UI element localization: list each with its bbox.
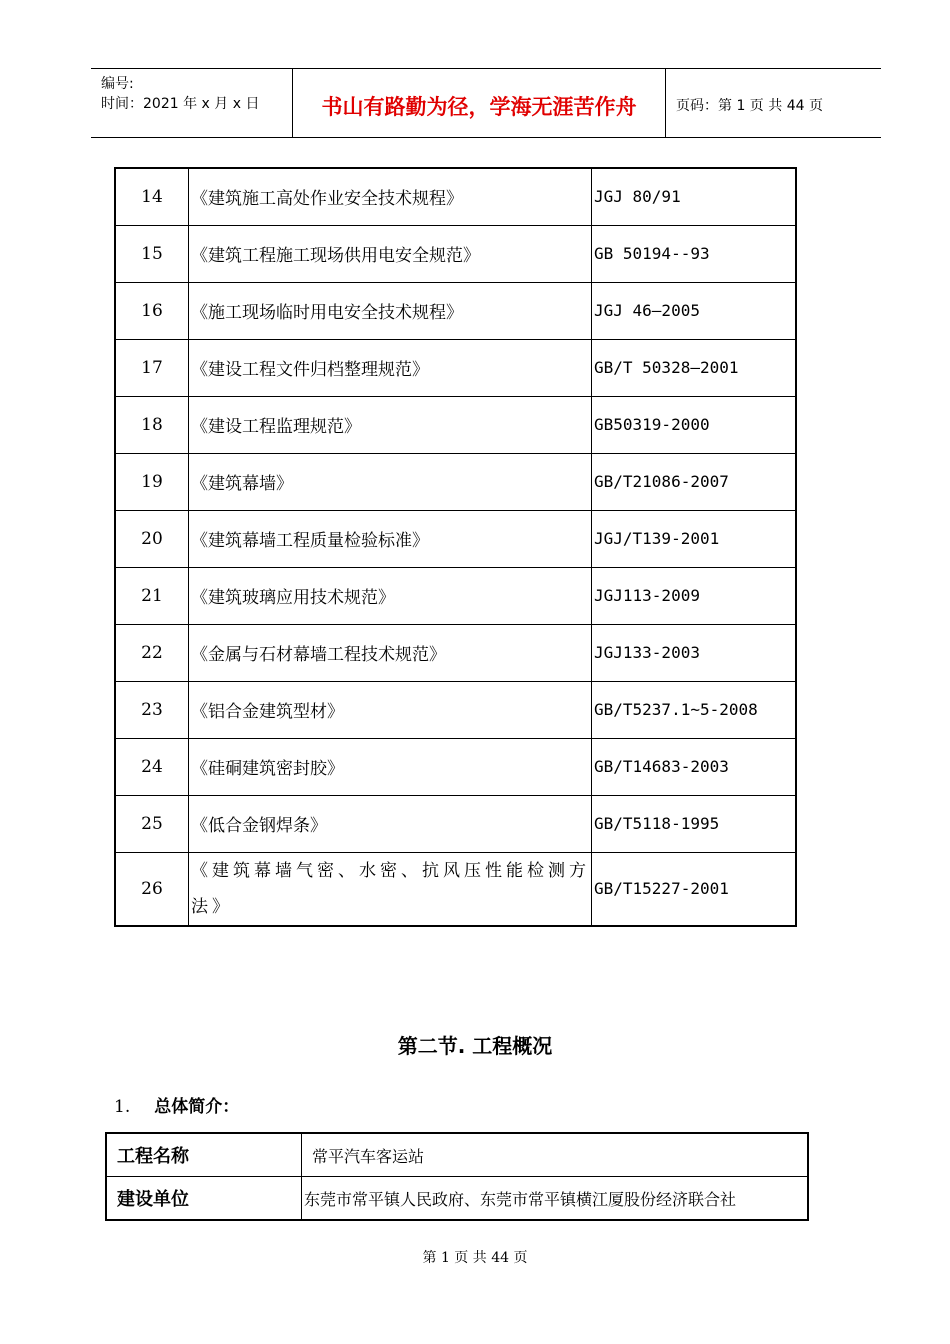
section-title: 第二节. 工程概况 [397,1034,553,1058]
standard-number: 26 [115,852,189,926]
standard-name: 《建筑幕墙工程质量检验标准》 [189,510,592,567]
table-row [115,795,796,852]
table-row [115,396,796,453]
table-row [115,852,796,926]
header-motto-cell [293,69,666,137]
standard-name: 《铝合金建筑型材》 [189,681,592,738]
info-value: 东莞市常平镇人民政府、东莞市常平镇横江厦股份经济联合社 [302,1177,809,1221]
standard-code: JGJ133-2003 [592,624,797,681]
standard-name: 《低合金钢焊条》 [189,795,592,852]
standard-code: JGJ 80/91 [592,168,797,225]
subsection-number: 1. [114,1097,131,1117]
table-row [106,1133,808,1177]
standard-number: 18 [115,396,189,453]
standard-number: 14 [115,168,189,225]
standard-number: 25 [115,795,189,852]
standard-number: 15 [115,225,189,282]
info-label: 建设单位 [106,1177,302,1221]
info-label: 工程名称 [106,1133,302,1177]
standard-code: GB 50194--93 [592,225,797,282]
standard-name: 《建设工程文件归档整理规范》 [189,339,592,396]
standard-number: 23 [115,681,189,738]
table-row [115,168,796,225]
standard-number: 19 [115,453,189,510]
header-page-cell [666,69,881,137]
standard-code: GB/T15227-2001 [592,852,797,926]
table-row [115,567,796,624]
subsection-text: 总体简介： [154,1097,240,1117]
standard-name: 《建筑工程施工现场供用电安全规范》 [189,225,592,282]
subsection-heading [114,1092,239,1117]
table-row [115,510,796,567]
header-motto: 书山有路勤为径，学海无涯苦作舟 [321,95,637,119]
table-row [115,681,796,738]
standards-table [114,167,797,927]
standard-code: GB/T21086-2007 [592,453,797,510]
standard-code: JGJ113-2009 [592,567,797,624]
standard-number: 16 [115,282,189,339]
standard-code: JGJ 46—2005 [592,282,797,339]
document-time: 时间：2021 年 x 月 x 日 [101,96,260,112]
table-row [115,339,796,396]
table-row [115,225,796,282]
standard-code: GB/T14683-2003 [592,738,797,795]
standard-number: 22 [115,624,189,681]
document-number: 编号: [101,76,134,92]
standard-name: 《建筑幕墙气密、水密、抗风压性能检测方法》 [189,852,592,926]
standard-number: 24 [115,738,189,795]
table-row [115,453,796,510]
standard-name: 《建筑施工高处作业安全技术规程》 [189,168,592,225]
standard-code: GB50319-2000 [592,396,797,453]
standard-name: 《建筑玻璃应用技术规范》 [189,567,592,624]
standard-code: GB/T5237.1~5-2008 [592,681,797,738]
page-footer: 第 1 页 共 44 页 [422,1250,528,1266]
standard-number: 17 [115,339,189,396]
table-row [106,1177,808,1221]
project-info-table [105,1132,809,1221]
header-page-number: 页码：第 1 页 共 44 页 [676,98,823,114]
standard-name: 《施工现场临时用电安全技术规程》 [189,282,592,339]
page-header [91,68,881,138]
standard-name: 《金属与石材幕墙工程技术规范》 [189,624,592,681]
info-value: 常平汽车客运站 [302,1133,809,1177]
standard-code: JGJ/T139-2001 [592,510,797,567]
standard-number: 21 [115,567,189,624]
table-row [115,624,796,681]
standard-number: 20 [115,510,189,567]
table-row [115,282,796,339]
table-row [115,738,796,795]
standard-name: 《建筑幕墙》 [189,453,592,510]
standard-code: GB/T 50328—2001 [592,339,797,396]
standard-name: 《建设工程监理规范》 [189,396,592,453]
header-meta [91,69,293,137]
standard-name: 《硅硐建筑密封胶》 [189,738,592,795]
standard-code: GB/T5118-1995 [592,795,797,852]
